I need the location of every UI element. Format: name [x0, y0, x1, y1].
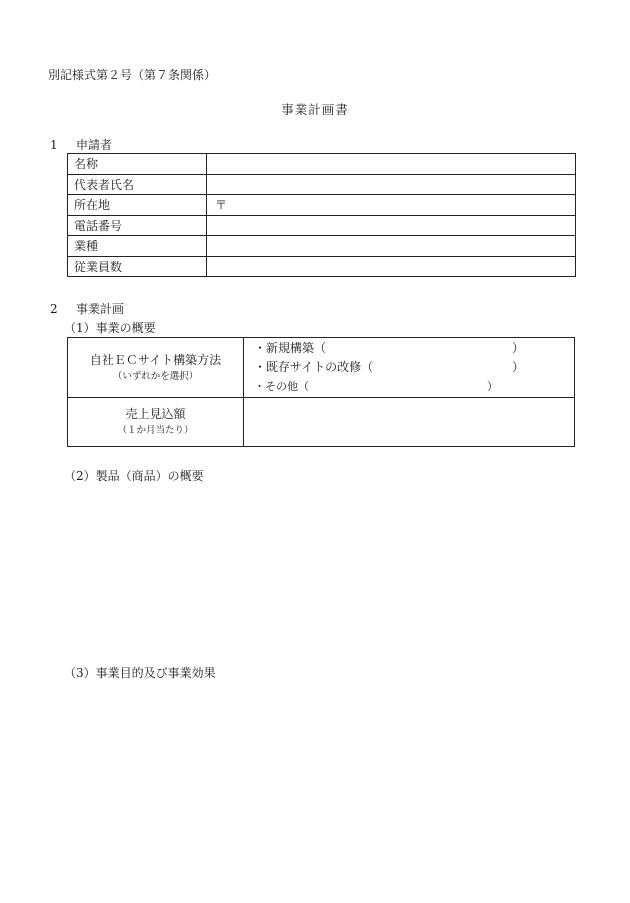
section1-number: 1 — [50, 138, 58, 152]
form-number: 別記様式第２号（第７条関係） — [48, 68, 217, 82]
section2-title: 事業計画 — [76, 302, 125, 316]
bullet: ・ — [254, 341, 267, 355]
ec-method-note: （いずれかを選択） — [112, 370, 199, 382]
applicant-name-label: 名称 — [68, 154, 207, 175]
employees-field[interactable] — [207, 256, 576, 277]
phone-label: 電話番号 — [68, 215, 207, 236]
industry-label: 業種 — [68, 236, 207, 257]
business-overview-heading: （1）事業の概要 — [64, 321, 156, 335]
close-paren: ） — [512, 360, 525, 374]
close-paren: ） — [487, 380, 498, 393]
ec-method-options — [244, 338, 575, 398]
bullet: ・ — [254, 360, 267, 374]
close-paren: ） — [512, 341, 525, 355]
table-row — [68, 338, 575, 398]
sales-forecast-label-cell — [68, 398, 244, 447]
product-overview-heading: （2）製品（商品）の概要 — [64, 469, 204, 483]
section1-heading — [50, 136, 112, 153]
table-row — [68, 215, 576, 236]
business-overview-table — [67, 337, 575, 447]
bullet: ・ — [254, 380, 265, 393]
representative-label: 代表者氏名 — [68, 174, 207, 195]
ec-method-label: 自社ＥＣサイト構築方法 — [89, 352, 222, 367]
option-existing-site-renovation[interactable] — [254, 358, 574, 377]
option-other-label: その他（ — [265, 380, 309, 393]
option-new-build-label: 新規構築（ — [266, 341, 327, 355]
applicant-name-field[interactable] — [207, 154, 576, 175]
phone-field[interactable] — [207, 215, 576, 236]
address-label: 所在地 — [68, 195, 207, 216]
section2-number: 2 — [50, 302, 58, 316]
employees-label: 従業員数 — [68, 256, 207, 277]
business-purpose-heading: （3）事業目的及び事業効果 — [64, 666, 216, 680]
representative-field[interactable] — [207, 174, 576, 195]
section2-heading — [50, 300, 124, 317]
option-new-build[interactable] — [254, 339, 574, 358]
ec-method-label-cell — [68, 338, 244, 398]
section1-title: 申請者 — [76, 138, 113, 152]
table-row — [68, 195, 576, 216]
table-row — [68, 154, 576, 175]
table-row — [68, 256, 576, 277]
sales-forecast-label: 売上見込額 — [125, 407, 186, 421]
sales-forecast-field[interactable] — [244, 398, 575, 447]
applicant-table — [67, 153, 576, 277]
address-field[interactable]: 〒 — [207, 195, 576, 216]
option-existing-site-label: 既存サイトの改修（ — [266, 360, 374, 374]
industry-field[interactable] — [207, 236, 576, 257]
table-row — [68, 398, 575, 447]
table-row — [68, 236, 576, 257]
table-row — [68, 174, 576, 195]
option-other[interactable] — [254, 377, 574, 396]
document-title: 事業計画書 — [281, 102, 349, 117]
sales-forecast-note: （１か月当たり） — [117, 425, 194, 436]
